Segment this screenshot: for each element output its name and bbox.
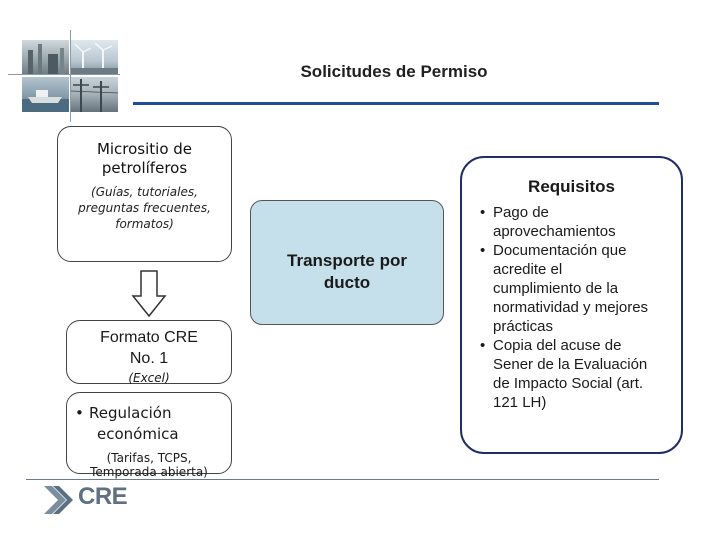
regulacion-sub-line2: Temporada abierta) [90,465,208,479]
formato-title-line2: No. 1 [129,350,169,367]
microsite-title-line2: petrolíferos [101,159,188,177]
page-title: Solicitudes de Permiso [300,62,488,81]
microsite-sub-line1: (Guías, tutoriales, [91,185,198,199]
microsite-sub-line2: preguntas frecuentes, [78,201,211,215]
regulacion-sub-line1: (Tarifas, TCPS, [106,451,192,465]
regulacion-title-line1: Regulación [89,404,172,422]
list-item-line: normatividad y mejores [493,299,649,316]
cre-logo-icon [44,484,78,516]
requisitos-title: Requisitos [528,177,615,196]
requisitos-box [460,156,683,454]
transporte-line2: ducto [323,273,371,292]
list-item-line: Documentación que [493,242,627,259]
list-item-line: aprovechamientos [493,223,616,240]
cre-logo-text: CRE [78,483,128,510]
regulacion-title [75,403,231,445]
bullet-icon: • [75,404,84,422]
bullet-icon: • [480,242,486,259]
regulacion-box[interactable] [66,392,232,479]
transporte-line1: Transporte por [287,251,407,270]
footer-divider [26,479,659,480]
transporte-title [251,250,443,294]
microsite-sub-line3: formatos) [115,217,174,231]
formato-box[interactable] [66,320,232,384]
title-underline [133,102,659,105]
list-item-line: acredite el [493,261,563,278]
regulacion-subtitle [67,451,231,479]
list-item [480,336,673,412]
transporte-box[interactable] [250,200,444,325]
list-item [480,241,673,336]
microsite-subtitle [58,184,231,232]
ship-harbor-photo [22,77,69,112]
formato-title [67,327,231,369]
list-item-line: prácticas [493,318,554,335]
list-item-line: Pago de [493,204,549,221]
list-item-line: Copia del acuse de [493,337,622,354]
list-item-line: Sener de la Evaluación [493,356,648,373]
list-item-line: de Impacto Social (art. [493,375,644,392]
regulacion-title-line2: económica [97,425,179,443]
list-item-line: 121 LH) [493,394,547,411]
requisitos-list [462,203,681,412]
formato-title-line1: Formato CRE [100,329,198,346]
down-arrow-icon [131,270,167,318]
power-lines-photo [71,77,118,112]
list-item [480,203,673,241]
formato-subtitle: (Excel) [128,371,170,385]
microsite-title [58,140,231,178]
bullet-icon: • [480,337,486,354]
list-item-line: cumplimiento de la [493,280,619,297]
microsite-box[interactable] [57,126,232,262]
bullet-icon: • [480,204,486,221]
microsite-title-line1: Micrositio de [96,140,193,158]
